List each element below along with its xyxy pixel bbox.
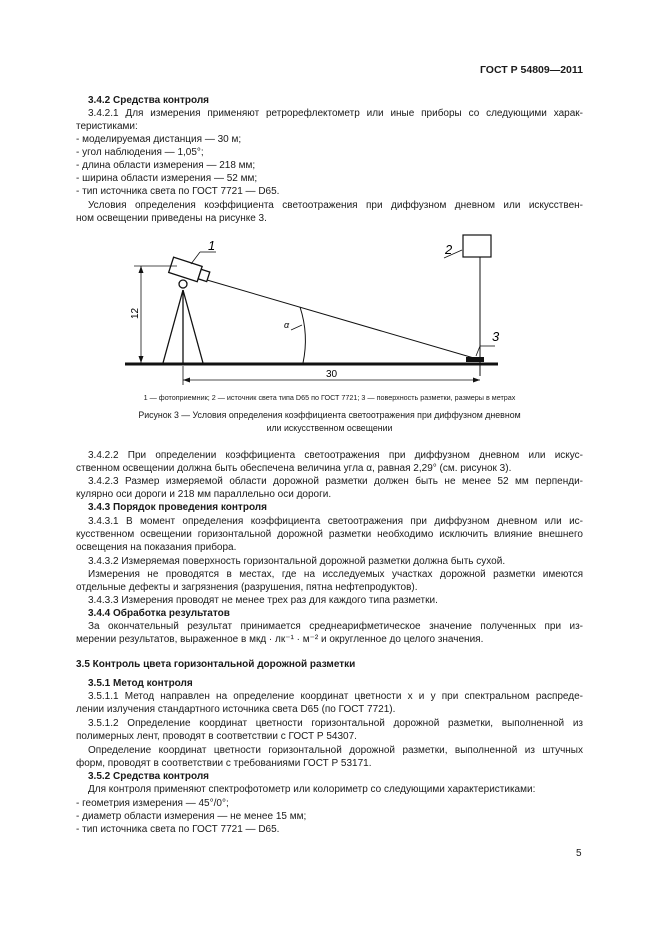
figure-caption-line-1: Рисунок 3 — Условия определения коэффициента светоотражения при диффузном дневном [138, 410, 521, 420]
text-line: теристиками: [76, 121, 138, 132]
text-line: - тип источника света по ГОСТ 7721 — D65. [76, 186, 280, 197]
section-heading: 3.4.2 Средства контроля [88, 95, 210, 106]
angle-arc [300, 307, 305, 363]
text-line: - диаметр области измерения — не менее 15 мм; [76, 811, 307, 822]
text-line: 3.4.2.2 При определении коэффициента светоотражения при диффузном дневном или искус- [88, 450, 583, 461]
text-line: - моделируемая дистанция — 30 м; [76, 134, 242, 145]
text-line: полимерных лент, проводят в соответствии с ГОСТ Р 54307. [76, 731, 357, 742]
text-line: Измерения не проводятся в местах, где на исследуемых участках дорожной разметки имеются [88, 569, 583, 580]
section-heading: 3.5.1 Метод контроля [88, 678, 193, 689]
height-arrow-bottom [139, 356, 144, 363]
section-heading: 3.5.2 Средства контроля [88, 771, 210, 782]
text-line: лении излучения стандартного источника света D65 (по ГОСТ 7721). [76, 704, 396, 715]
text-line: освещения на показания прибора. [76, 542, 237, 553]
label-2: 2 [445, 242, 453, 257]
tripod-leg-right [183, 290, 203, 363]
distance-label: 30 [326, 369, 338, 380]
text-line: Определение координат цветности горизонтальной дорожной разметки, выполненной из штучных [88, 745, 583, 756]
text-line: Для контроля применяют спектрофотометр или колориметр со следующими характеристиками: [88, 784, 536, 795]
text-line: - тип источника света по ГОСТ 7721 — D65. [76, 824, 280, 835]
distance-arrow-right [473, 378, 480, 383]
page-number: 5 [576, 848, 582, 859]
figure-legend: 1 — фотоприемник; 2 — источник света типа D65 по ГОСТ 7721; 3 — поверхность разметки, размеры в метрах [143, 393, 516, 402]
text-line: Условия определения коэффициента светоотражения при диффузном дневном или искусствен- [88, 200, 583, 211]
text-line: кулярно оси дороги и 218 мм параллельно оси дороги. [76, 489, 332, 500]
document-header: ГОСТ Р 54809—2011 [479, 64, 583, 76]
text-line: 3.5.1.2 Определение координат цветности горизонтальной дорожной разметки, выполненной из [88, 718, 583, 729]
text-line: - угол наблюдения — 1,05°; [76, 147, 204, 158]
section-heading: 3.5 Контроль цвета горизонтальной дорожной разметки [76, 659, 356, 670]
height-arrow-top [139, 266, 144, 273]
section-heading: 3.4.3 Порядок проведения контроля [88, 502, 267, 513]
text-line: За окончательный результат принимается среднеарифметическое значение полученных при из- [88, 621, 583, 632]
angle-pointer [291, 325, 302, 330]
text-line: - длина области измерения — 218 мм; [76, 160, 256, 171]
angle-label: α [284, 320, 290, 330]
marking-surface [466, 357, 484, 362]
sight-line [207, 280, 484, 361]
section-heading: 3.4.4 Обработка результатов [88, 608, 230, 619]
label-1-leader-diag [191, 252, 200, 264]
figure-caption-line-2: или искусственном освещении [266, 423, 393, 433]
distance-arrow-left [183, 378, 190, 383]
photoreceiver [169, 257, 211, 284]
text-line: 3.4.3.3 Измерения проводят не менее трех раз для каждого типа разметки. [88, 595, 438, 606]
text-line: 3.4.2.1 Для измерения применяют ретрорефлектометр или иные приборы со следующими харак- [88, 108, 583, 119]
label-3: 3 [492, 329, 500, 344]
text-line: кусственном освещении горизонтальной дорожной разметки необходимо исключить влияние внешнего [76, 529, 583, 540]
tripod-leg-left [163, 290, 183, 363]
text-line: форм, проводят в соответствии с требованиями ГОСТ Р 53171. [76, 758, 372, 769]
label-3-leader-diag [476, 346, 480, 356]
text-line: мерении результатов, выраженное в мкд · лк⁻¹ · м⁻² и округленное до целого значения. [76, 634, 484, 645]
text-line: 3.5.1.1 Метод направлен на определение координат цветности x и y при спектральном распреде- [88, 691, 583, 702]
text-line: ном освещении приведены на рисунке 3. [76, 213, 267, 224]
text-line: 3.4.3.2 Измеряемая поверхность горизонтальной дорожной разметки должна быть сухой. [88, 556, 506, 567]
text-line: 3.4.3.1 В момент определения коэффициента светоотражения при диффузном дневном или ис- [88, 516, 583, 527]
text-line: - геометрия измерения — 45°/0°; [76, 798, 229, 809]
text-line: ственном освещении должна быть обеспечена величина угла α, равная 2,29° (см. рисунок 3). [76, 463, 512, 474]
text-line: - ширина области измерения — 52 мм; [76, 173, 258, 184]
light-source-box [463, 235, 491, 257]
height-label: 12 [130, 307, 141, 319]
label-1: 1 [208, 238, 216, 253]
text-line: отдельные дефекты и загрязнения (разрушения, пятна нефтепродуктов). [76, 582, 418, 593]
text-line: 3.4.2.3 Размер измеряемой области дорожной разметки должен быть не менее 52 мм перпенди- [88, 476, 583, 487]
tripod-head [179, 280, 187, 288]
